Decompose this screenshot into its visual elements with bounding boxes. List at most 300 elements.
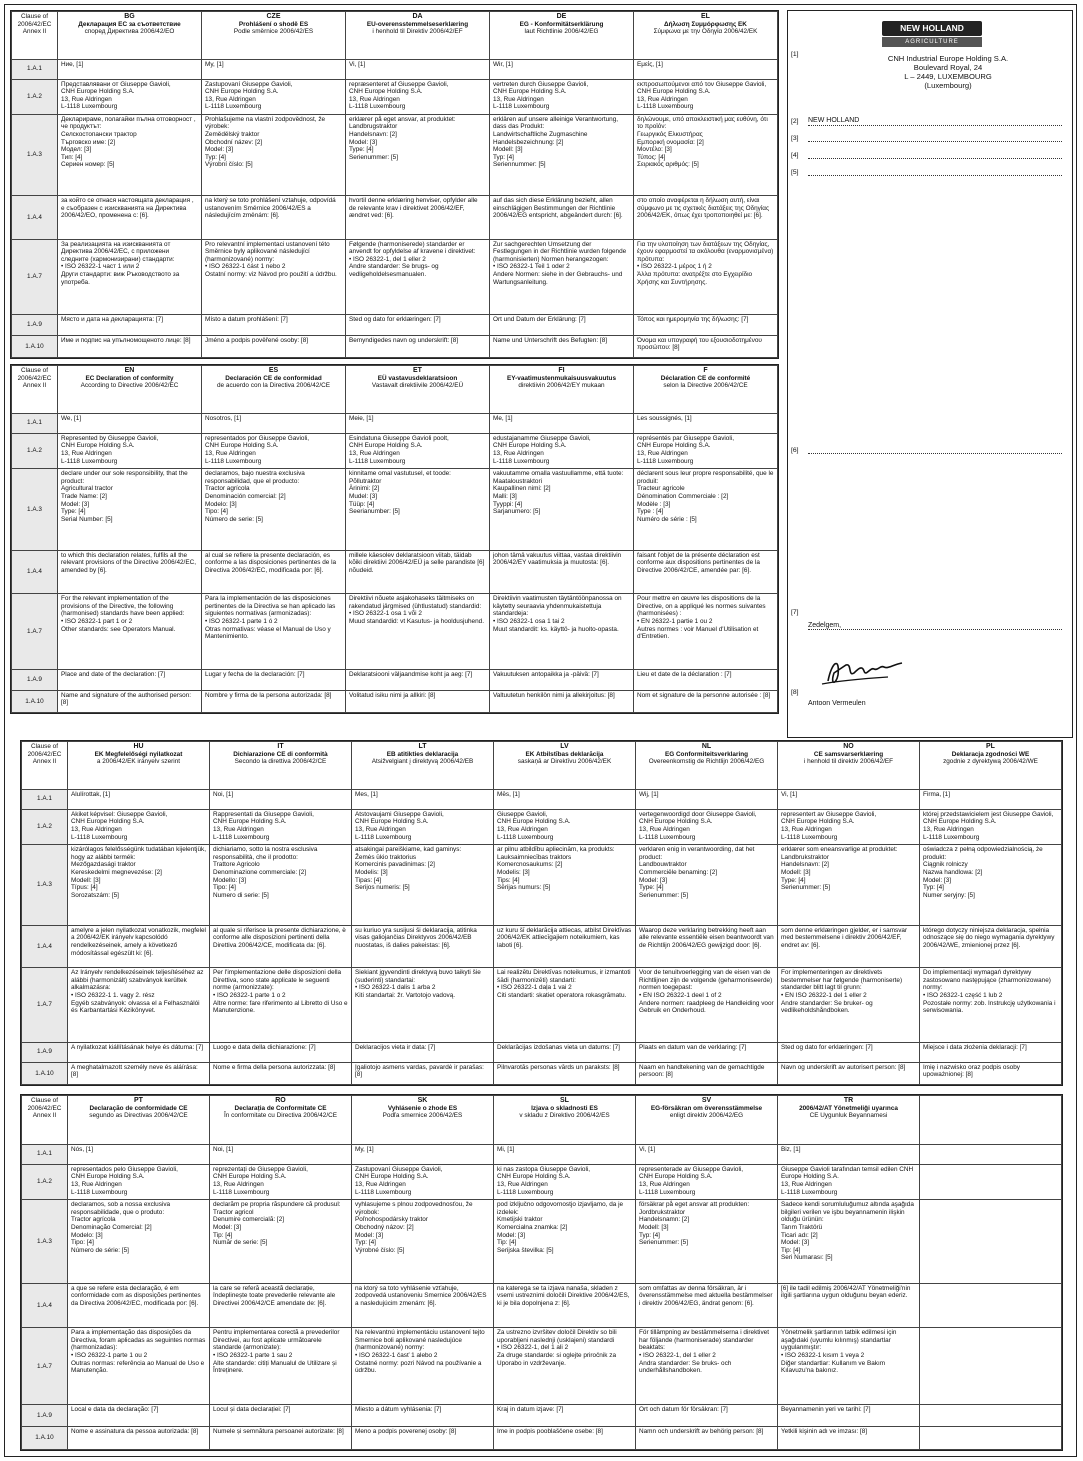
cell-line: Nome e assinatura da pessoa autorizada: [8] [71,1427,199,1435]
cell-line: 13, Rue Aldringen [637,450,688,457]
declaration-cell [490,79,634,114]
declaration-cell [210,1042,352,1062]
cell-line: Modelo: [3] [205,500,237,508]
cell-line: L-1118 Luxembourg [493,103,550,111]
cell-line: Modèle : [3] [637,500,671,508]
declaration-cell [634,79,778,114]
language-code: TR [843,1097,854,1104]
language-header [210,742,352,790]
cell-line: Tipo: [4] [213,884,236,892]
declaration-cell [202,335,346,357]
cell-line: A meghatalmazott személy neve és aláírása: [8] [71,1063,198,1079]
declaration-cell [58,669,202,690]
cell-line: Do implementacji wymagań dyrektywy zastosowano następujące (zharmonizowane) normy: [923,969,1051,992]
cell-line: Name und Unterschrift des Befugten: [8] [493,336,608,344]
declaration-cell [68,925,210,967]
cell-line: Biz, [1] [781,1145,801,1153]
cell-line: 13, Rue Aldringen [71,826,122,834]
declaration-cell [636,1283,778,1327]
cell-line: CNH Europe Holding S.A. [71,1173,145,1181]
cell-line: su kuriuo yra susijusi ši deklaracija, atitinka visas galiojančias Direktyvos 2006/42/EB nuostatas, iš dalies pakeistas: [6]. [355,926,477,950]
cell-line: CNH Europe Holding S.A. [923,818,997,826]
cell-line: Følgende (harmoniserede) standarder er anvendt for opfyldelse af kravene i direktivet: [349,240,476,256]
cell-line: Ние, [1] [61,60,84,68]
cell-line: Kereskedelmi megnevezése: [2] [71,869,162,877]
clause-header: Clause of 2006/42/EC Annex II [22,742,68,790]
cell-line: Sted og dato for erklæringen: [7] [349,315,441,323]
declaration-cell [920,1200,1062,1284]
cell-line: L-1118 Luxembourg [923,833,980,841]
declaration-cell [346,690,490,712]
declaration-cell [202,59,346,79]
declaration-cell [352,1283,494,1327]
cell-line: CNH Europe Holding S.A. [637,442,711,450]
cell-line: L-1118 Luxembourg [639,1188,696,1196]
cell-line: L-1118 Luxembourg [637,103,694,111]
declaration-cell [352,845,494,926]
language-code: HU [133,743,144,750]
clause-number: 1.A.7 [12,239,58,314]
signature-image [818,651,908,694]
declaration-cell [636,789,778,809]
cell-line: som omfattas av denna försäkran, är i överensstämmelse med aktuella bestämmelser i direktiv 2006/42/EG, ändrat genom: [6]. [639,1284,773,1307]
cell-line: Представлявани от Giuseppe Gavioli, [61,80,171,88]
cell-line: • ISO 26322-1 kısım 1 veya 2 [781,1351,865,1359]
cell-line: • ISO 26322-1 1. vagy 2. rész [71,992,155,1000]
declaration-cell [778,1042,920,1062]
declaration-cell [778,1200,920,1284]
declaration-cell [210,1144,352,1164]
cell-line: Firma, [1] [923,790,950,798]
cell-line: CNH Europe Holding S.A. [497,1173,571,1181]
cell-line: kizárólagos felelősségünk tudatában kijelentjük, hogy az alábbi termék: [71,846,206,861]
language-code: PL [986,743,995,750]
declaration-cell [490,314,634,335]
cell-line: Ciągnik rolniczy [923,861,968,869]
declaration-title: Declaração de conformidade CE [89,1104,188,1112]
declaration-cell [202,690,346,712]
cell-line: • ISO 26322-1 part 1 or 2 [61,618,133,626]
cell-line: Serijos numeris: [5] [355,884,410,892]
cell-line: Type: [4] [61,508,86,516]
cell-line: Typ: [4] [205,153,226,161]
declaration-cell [68,845,210,926]
cell-line: Ticari adı: [2] [781,1231,818,1239]
cell-line: Kaupallinen nimi: [2] [493,485,551,493]
cell-line: Altre norme: fare riferimento al Libretto di Uso e Manutenzione. [213,999,348,1015]
declaration-subtitle: CE Uygunluk Beyannamesi [809,1112,888,1120]
cell-line: Other standards: see Operators Manual. [61,625,176,633]
cell-line: Numero di serie: [5] [213,891,269,899]
cell-line: pod izključno odgovornostjo izjavljamo, da je izdelek: [497,1201,624,1216]
cell-line: representerade av Giuseppe Gavioli, [639,1165,744,1173]
cell-line: 13, Rue Aldringen [355,1180,406,1188]
declaration-cell [778,1405,920,1426]
declaration-cell [352,1200,494,1284]
declaration-cell [490,196,634,239]
cell-line: Εμπορική ονομασία: [2] [637,138,704,146]
clause-number: 1.A.3 [22,845,68,926]
model-line [808,133,1062,142]
cell-line: CNH Europe Holding S.A. [61,442,135,450]
cell-line: Trade Name: [2] [61,492,107,500]
cell-line: • ISO 26322-1 dalis 1 arba 2 [355,984,436,992]
declaration-cell [778,789,920,809]
cell-line: Waarop deze verklaring betrekking heeft aan alle relevante essentiële eisen beantwoordt van de Richtlijn 2006/42/EG gewijzigd door: [6]. [639,926,774,950]
cell-line: al cual se refiere la presente declaración, es conforme a las disposiciones pertinentes de la Directiva 2006/42/EC, modificada por: [6]. [205,551,337,574]
declaration-subtitle: Vastavalt direktiivile 2006/42/EÜ [371,382,464,390]
declaration-cell [636,1328,778,1405]
language-code: SV [701,1097,712,1104]
declaration-title: Prohlášení o shodě ES [238,20,309,28]
declaration-cell [68,1062,210,1084]
marker-4: [4] [791,152,799,159]
cell-line: Pentru implementarea corectă a prevederilor Directivei, au fost aplicate următoarele standarde (armonizate): [213,1329,340,1352]
cell-line: Mi, [1] [497,1145,515,1153]
cell-line: johon tämä vakuutus viittaa, vastaa direktiivin 2006/42/EY vaatimuksia ja muutosta: [6]. [493,551,622,567]
language-header [920,742,1062,790]
declaration-subtitle: според Директива 2006/42/ЕО [84,28,175,36]
cell-line: Seriennummer: [5] [493,161,546,169]
marker-1: [1] [791,51,799,58]
language-header [58,12,202,60]
cell-line: Põllutraktor [349,477,382,485]
cell-line: Tipo: [4] [71,1239,94,1247]
declaration-table [21,1095,1062,1450]
signer-name: Antoon Vermeulen [808,700,866,707]
cell-line: repræsenteret af Giuseppe Gavioli, [349,80,449,88]
declaration-block-4 [20,1094,1063,1451]
cell-line: Type: [4] [781,876,806,884]
declaration-cell [68,1042,210,1062]
cell-line: За реализацията на изискванията от Директива 2006/42/ЕС, с приложени следните (хармонизирани) стандарти: [61,240,175,263]
cell-line: uz kuru šī deklarācija attiecas, atbilst Direktīvas 2006/42/EK attiecīgajiem noteikumiem, kas laboti [6]. [497,926,632,950]
cell-line: Represented by Giuseppe Gavioli, [61,434,159,442]
declaration-cell [68,1200,210,1284]
declaration-cell [346,413,490,433]
declaration-cell [920,968,1062,1042]
cell-line: 13, Rue Aldringen [639,1180,690,1188]
clause-number: 1.A.9 [22,1042,68,1062]
declaration-cell [68,1164,210,1199]
declaration-cell [494,968,636,1042]
cell-line: Numéro de série : [5] [637,515,697,523]
cell-line: Modell: [3] [71,876,101,884]
clause-header: Clause of 2006/42/EC Annex II [12,366,58,414]
cell-line: Luogo e data della dichiarazione: [7] [213,1043,316,1051]
cell-line: Nazwa handlowa: [2] [923,869,983,877]
cell-line: Alulírottak, [1] [71,790,111,798]
cell-line: • ISO 26322-1 Teil 1 oder 2 [493,263,570,271]
declaration-cell [58,469,202,551]
brand-name: NEW HOLLAND [808,117,860,124]
cell-line: Obchodní název: [2] [205,138,263,146]
address-line: (Luxembourg) [924,81,972,90]
declaration-cell [346,550,490,593]
cell-line: Andre standarder: Se brugs- og vedligeholdelsesmanualen. [349,263,439,278]
cell-line: Място и дата на декларацията: [7] [61,315,163,323]
cell-line: Vi, [1] [349,60,366,68]
cell-line: amelyre a jelen nyilatkozat vonatkozik, megfelel a 2006/42/EK irányelv kapcsolódó rendelkezéseinek, amely a következő módosítással egészült ki: [6]. [71,926,206,957]
language-code: ET [413,367,422,374]
declaration-subtitle: i henhold til direktiv 2006/42/EF [803,758,894,766]
cell-line: • ISO 26322-1 parte 1 ó 2 [205,618,278,626]
cell-line: Sorozatszám: [5] [71,891,119,899]
declaration-cell [490,114,634,195]
cell-line: vertegenwoordigd door Giuseppe Gavioli, [639,810,757,818]
declaration-cell [636,1042,778,1062]
declaration-cell [352,1328,494,1405]
cell-line: For the relevant implementation of the provisions of the Directive, the following (harmonised) standards have been applied: [61,595,185,618]
cell-line: Handelsnavn: [2] [781,861,829,869]
clause-number: 1.A.9 [12,669,58,690]
declaration-cell [920,925,1062,967]
cell-line: na katerega se ta izjava nanaša, skladen z vsemi ustreznimi določili Direktive 2006/42/ES, ki je bila dopolnjena z: [6]. [497,1284,630,1307]
cell-line: Ort och datum för försäkran: [7] [639,1406,728,1414]
declaration-cell [920,1042,1062,1062]
language-code: NO [843,743,854,750]
declaration-block-3 [20,740,1063,1086]
declaration-cell [210,968,352,1042]
cell-line: Akiket képvisel: Giuseppe Gavioli, [71,810,168,818]
cell-line: Número de série: [5] [71,1246,129,1254]
language-header [210,1096,352,1145]
declaration-cell [202,79,346,114]
declaration-cell [634,433,778,468]
declaration-cell [210,1283,352,1327]
cell-line: Numer seryjny: [5] [923,891,975,899]
cell-line: L-1118 Luxembourg [213,833,270,841]
language-code: SL [560,1097,569,1104]
cell-line: Direktiivin vaatimusten täytäntöönpanossa on käytetty seuraavia yhdenmukaistettuja standardeja: [493,595,622,618]
clause-header: Clause of 2006/42/EC Annex II [22,1096,68,1145]
declaration-title: Dichiarazione CE di conformità [233,750,328,758]
declaration-cell [494,1283,636,1327]
cell-line: którego dotyczy niniejsza deklaracja, spełnia odnoszące się do niego wymagania dyrektywy 2006/42/WE, zmienionej przez [6]. [923,926,1055,950]
cell-line: Γεωργικός Ελκυστήρας [637,131,703,139]
declaration-cell [202,669,346,690]
cell-line: Landbouwtraktor [639,861,687,869]
declaration-cell [490,469,634,551]
cell-line: • ISO 26322-1, del 1 ali 2 [497,1344,569,1352]
cell-line: Deklarācijas izdošanas vieta un datums: [7] [497,1043,620,1051]
cell-line: ki nas zastopa Giuseppe Gavioli, [497,1165,591,1173]
cell-line: Name and signature of the authorised person: [8] [61,691,192,707]
cell-line: Meno a podpis poverenej osoby: [8] [355,1427,457,1435]
declaration-cell [58,594,202,669]
declaration-cell [494,1405,636,1426]
language-code: LT [418,743,427,750]
cell-line: Serienummer: [5] [639,1239,689,1247]
clause-number: 1.A.4 [22,1283,68,1327]
cell-line: A nyilatkozat kiállításának helye és dátuma: [7] [71,1043,204,1051]
cell-line: CNH Europe Holding S.A. [639,818,713,826]
declaration-cell [636,1164,778,1199]
cell-line: Diğer standartlar: Kullanım ve Bakım Kılavuzu'na bakınız. [781,1359,886,1375]
declaration-subtitle: selon la Directive 2006/42/CE [663,382,748,390]
cell-line: 13, Rue Aldringen [349,450,400,457]
language-header [494,1096,636,1145]
declaration-cell [202,196,346,239]
cell-line: Alte standarde: citiți Manualul de Utilizare și Întreținere. [213,1359,337,1375]
cell-line: Tractor agrícola [71,1216,116,1224]
cell-line: reprezentați de Giuseppe Gavioli, [213,1165,308,1173]
cell-line: Kiti standartai: žr. Vartotojo vadovą. [355,992,456,1000]
cell-line: • ISO 26322-1 část 1 nebo 2 [205,263,286,271]
cell-line: Модел: [3] [61,146,92,154]
language-header [636,1096,778,1145]
declaration-cell [494,1144,636,1164]
declaration-cell [634,550,778,593]
cell-line: Handelsbezeichnung: [2] [493,138,564,146]
clause-number: 1.A.10 [22,1062,68,1084]
cell-line: to which this declaration relates, fulfils all the relevant provisions of the Directive 2006/42/EC, amended by [6]. [61,551,196,574]
cell-line: [6] ile tadil edilmiş 2006/42/AT Yönetmeliği'nin ilgili şartlarına uygun olduğunu beyan ederiz. [781,1284,911,1300]
declaration-cell [352,1144,494,1164]
cell-line: Model: [3] [355,1231,384,1239]
cell-line: Denumire comercială: [2] [213,1216,285,1224]
cell-line: Za ustrezno izvršitev določil Direktiv so bili uporabljeni naslednji (usklajeni) standardi [497,1329,617,1344]
declaration-cell [778,845,920,926]
cell-line: faisant l'objet de la présente déclaration est conforme aux dispositions pertinentes de la Directive 2006/42/CE, amendée par: [6]. [637,551,760,574]
declaration-cell [490,433,634,468]
cell-line: Kraj in datum izjave: [7] [497,1406,564,1414]
declaration-title: EG - Konformitätserklärung [519,20,604,28]
declaration-cell [490,550,634,593]
declaration-subtitle: laut Richtlinie 2006/42/EG [524,28,599,36]
declaration-cell [202,239,346,314]
cell-line: Model: [3] [497,1231,526,1239]
cell-line: Siekiant įgyvendinti direktyvą buvo taikyti šie (suderinti) standartai: [355,969,481,984]
declaration-title: Vyhlásenie o zhode ES [387,1104,458,1112]
cell-line: Serial Number: [5] [61,515,113,523]
cell-line: Atstovaujami Giuseppe Gavioli, [355,810,444,818]
cell-line: vyhlasujeme s plnou zodpovednosťou, že výrobok: [355,1201,473,1216]
cell-line: la care se referă această declarație, îndeplinește toate prevederile relevante ale Directivei 2006/42/CE amendate de: [6]. [213,1284,336,1307]
declaration-subtitle: v skladu z Direktivo 2006/42/ES [519,1112,610,1120]
cell-line: Įgaliotojo asmens vardas, pavardė ir parašas: [8] [355,1063,484,1079]
cell-line: Giuseppe Gavioli tarafından temsil edilen CNH Europe Holding S.A. [781,1165,914,1181]
marker-2: [2] [791,118,799,125]
declaration-cell [490,594,634,669]
clause-number: 1.A.1 [12,59,58,79]
cell-line: • ISO 26322-1, del 1 eller 2 [349,255,426,263]
declaration-cell [494,1042,636,1062]
cell-line: verklaren enig in verantwoording, dat het product: [639,846,755,861]
cell-line: Giuseppe Gavioli, [497,810,548,818]
declaration-cell [58,413,202,433]
declaration-cell [68,789,210,809]
cell-line: Model: [3] [639,876,668,884]
declaration-cell [352,1042,494,1062]
cell-line: Beyannamenin yeri ve tarihi: [7] [781,1406,871,1414]
cell-line: Model: [3] [781,1239,810,1247]
declaration-cell [210,1405,352,1426]
language-header [346,366,490,414]
marker-3: [3] [791,135,799,142]
language-code: FI [558,367,565,374]
cell-line: CNH Europe Holding S.A. [61,88,135,96]
declaration-cell [58,550,202,593]
cell-line: Direktiivi nõuete asjakohaseks täitmiseks on rakendatud järgmised (ühtlustatud) standardid: [349,595,482,610]
cell-line: millele käesolev deklaratsioon viitab, täidab kõiki direktiivi 2006/42/EÜ ja selle parandiste [6] nõudeid. [349,551,485,574]
cell-line: Model: [3] [213,1223,242,1231]
brand-line [808,117,1062,126]
address-line: CNH Industrial Europe Holding S.A. [887,54,1009,63]
cell-line: Les soussignés, [1] [637,414,692,422]
cell-line: edustajanamme Giuseppe Gavioli, [493,434,591,442]
cell-line: 13, Rue Aldringen [497,1180,548,1188]
declaration-cell [346,469,490,551]
cell-line: Model: [3] [205,146,234,154]
declaration-title: 2006/42/AT Yönetmeliği uyarınca [799,1104,898,1112]
manufacturer-address [848,54,1048,90]
cell-line: CNH Europe Holding S.A. [355,1173,429,1181]
cell-line: 13, Rue Aldringen [205,450,256,457]
cell-line: Para la implementación de las disposiciones pertinentes de la Directiva se han aplicado las siguientes normativas (armonizadas): [205,595,336,618]
declaration-cell [634,669,778,690]
cell-line: Serienummer: [5] [781,884,831,892]
declaration-title: Декларация ЕС за съответствие [78,20,181,28]
cell-line: Egyéb szabványok: olvassa el a Felhasználói és Karbantartási Kézikönyvet. [71,999,200,1015]
cell-line: Citi standarti: skatiet operatora rokasgrāmatu. [497,992,627,1000]
cell-line: Tip: [4] [781,1246,801,1254]
cell-line: L-1118 Luxembourg [639,833,696,841]
declaration-cell [494,1426,636,1449]
declaration-cell [58,239,202,314]
cell-line: Vi, [1] [639,1145,656,1153]
cell-line: declare under our sole responsibility, that the product: [61,470,188,485]
declaration-subtitle: de acuerdo con la Directiva 2006/42/CE [217,382,330,390]
marker-5: [5] [791,169,799,176]
cell-line: Andra standarder: Se bruks- och underhållshandboken. [639,1359,732,1375]
cell-line: L-1118 Luxembourg [497,833,554,841]
declaration-cell [778,1062,920,1084]
clause-number: 1.A.7 [12,594,58,669]
place-name: Zedelgem, [808,622,842,629]
cell-line: • EN 26322-1 partie 1 ou 2 [637,618,713,626]
cell-line: declarăm pe propria răspundere că produsul: [213,1201,341,1209]
declaration-cell [202,550,346,593]
declaration-cell [346,59,490,79]
cell-line: Na relevantnú implementáciu ustanovení tejto Smernice boli aplikované nasledujúce (harmonizované) normy: [355,1329,485,1352]
declaration-title: EY-vaatimustenmukaisuusvakuutus [506,374,617,382]
cell-line: Nombre y firma de la persona autorizada: [8] [205,691,332,699]
cell-line: Yetkili kişinin adı ve imzası: [8] [781,1427,868,1435]
cell-line: na který se toto prohlášení vztahuje, odpovídá ustanovením Směrnice 2006/42/ES a následujícím změnám: [6]. [205,197,336,220]
cell-line: Malli: [3] [493,492,517,500]
declaration-cell [210,789,352,809]
language-header [636,742,778,790]
cell-line: Tractor agrícola [205,485,250,493]
cell-line: Komercinis pavadinimas: [2] [355,861,435,869]
logo-tagline: AGRICULTURE [882,37,982,47]
cell-line: Ort und Datum der Erklärung: [7] [493,315,586,323]
cell-line: L-1118 Luxembourg [205,103,262,111]
cell-line: CNH Europe Holding S.A. [349,442,423,450]
cell-line: Όνομα και υπογραφή του εξουσιοδοτημένου προσώπου: [8] [637,336,762,352]
cell-line: L-1118 Luxembourg [493,457,550,465]
cell-line: kinnitame omal vastutusel, et toode: [349,470,451,478]
cell-line: Vakuutuksen antopaikka ja -päivä: [7] [493,670,599,678]
clause-number: 1.A.1 [12,413,58,433]
declaration-cell [58,433,202,468]
declaration-table [11,365,778,713]
cell-line: Mēs, [1] [497,790,520,798]
cell-line: Para a implementação das disposições da Directiva, foram aplicadas as seguintes normas (harmonizadas): [71,1329,206,1352]
clause-number: 1.A.9 [22,1405,68,1426]
clause-number: 1.A.2 [12,79,58,114]
